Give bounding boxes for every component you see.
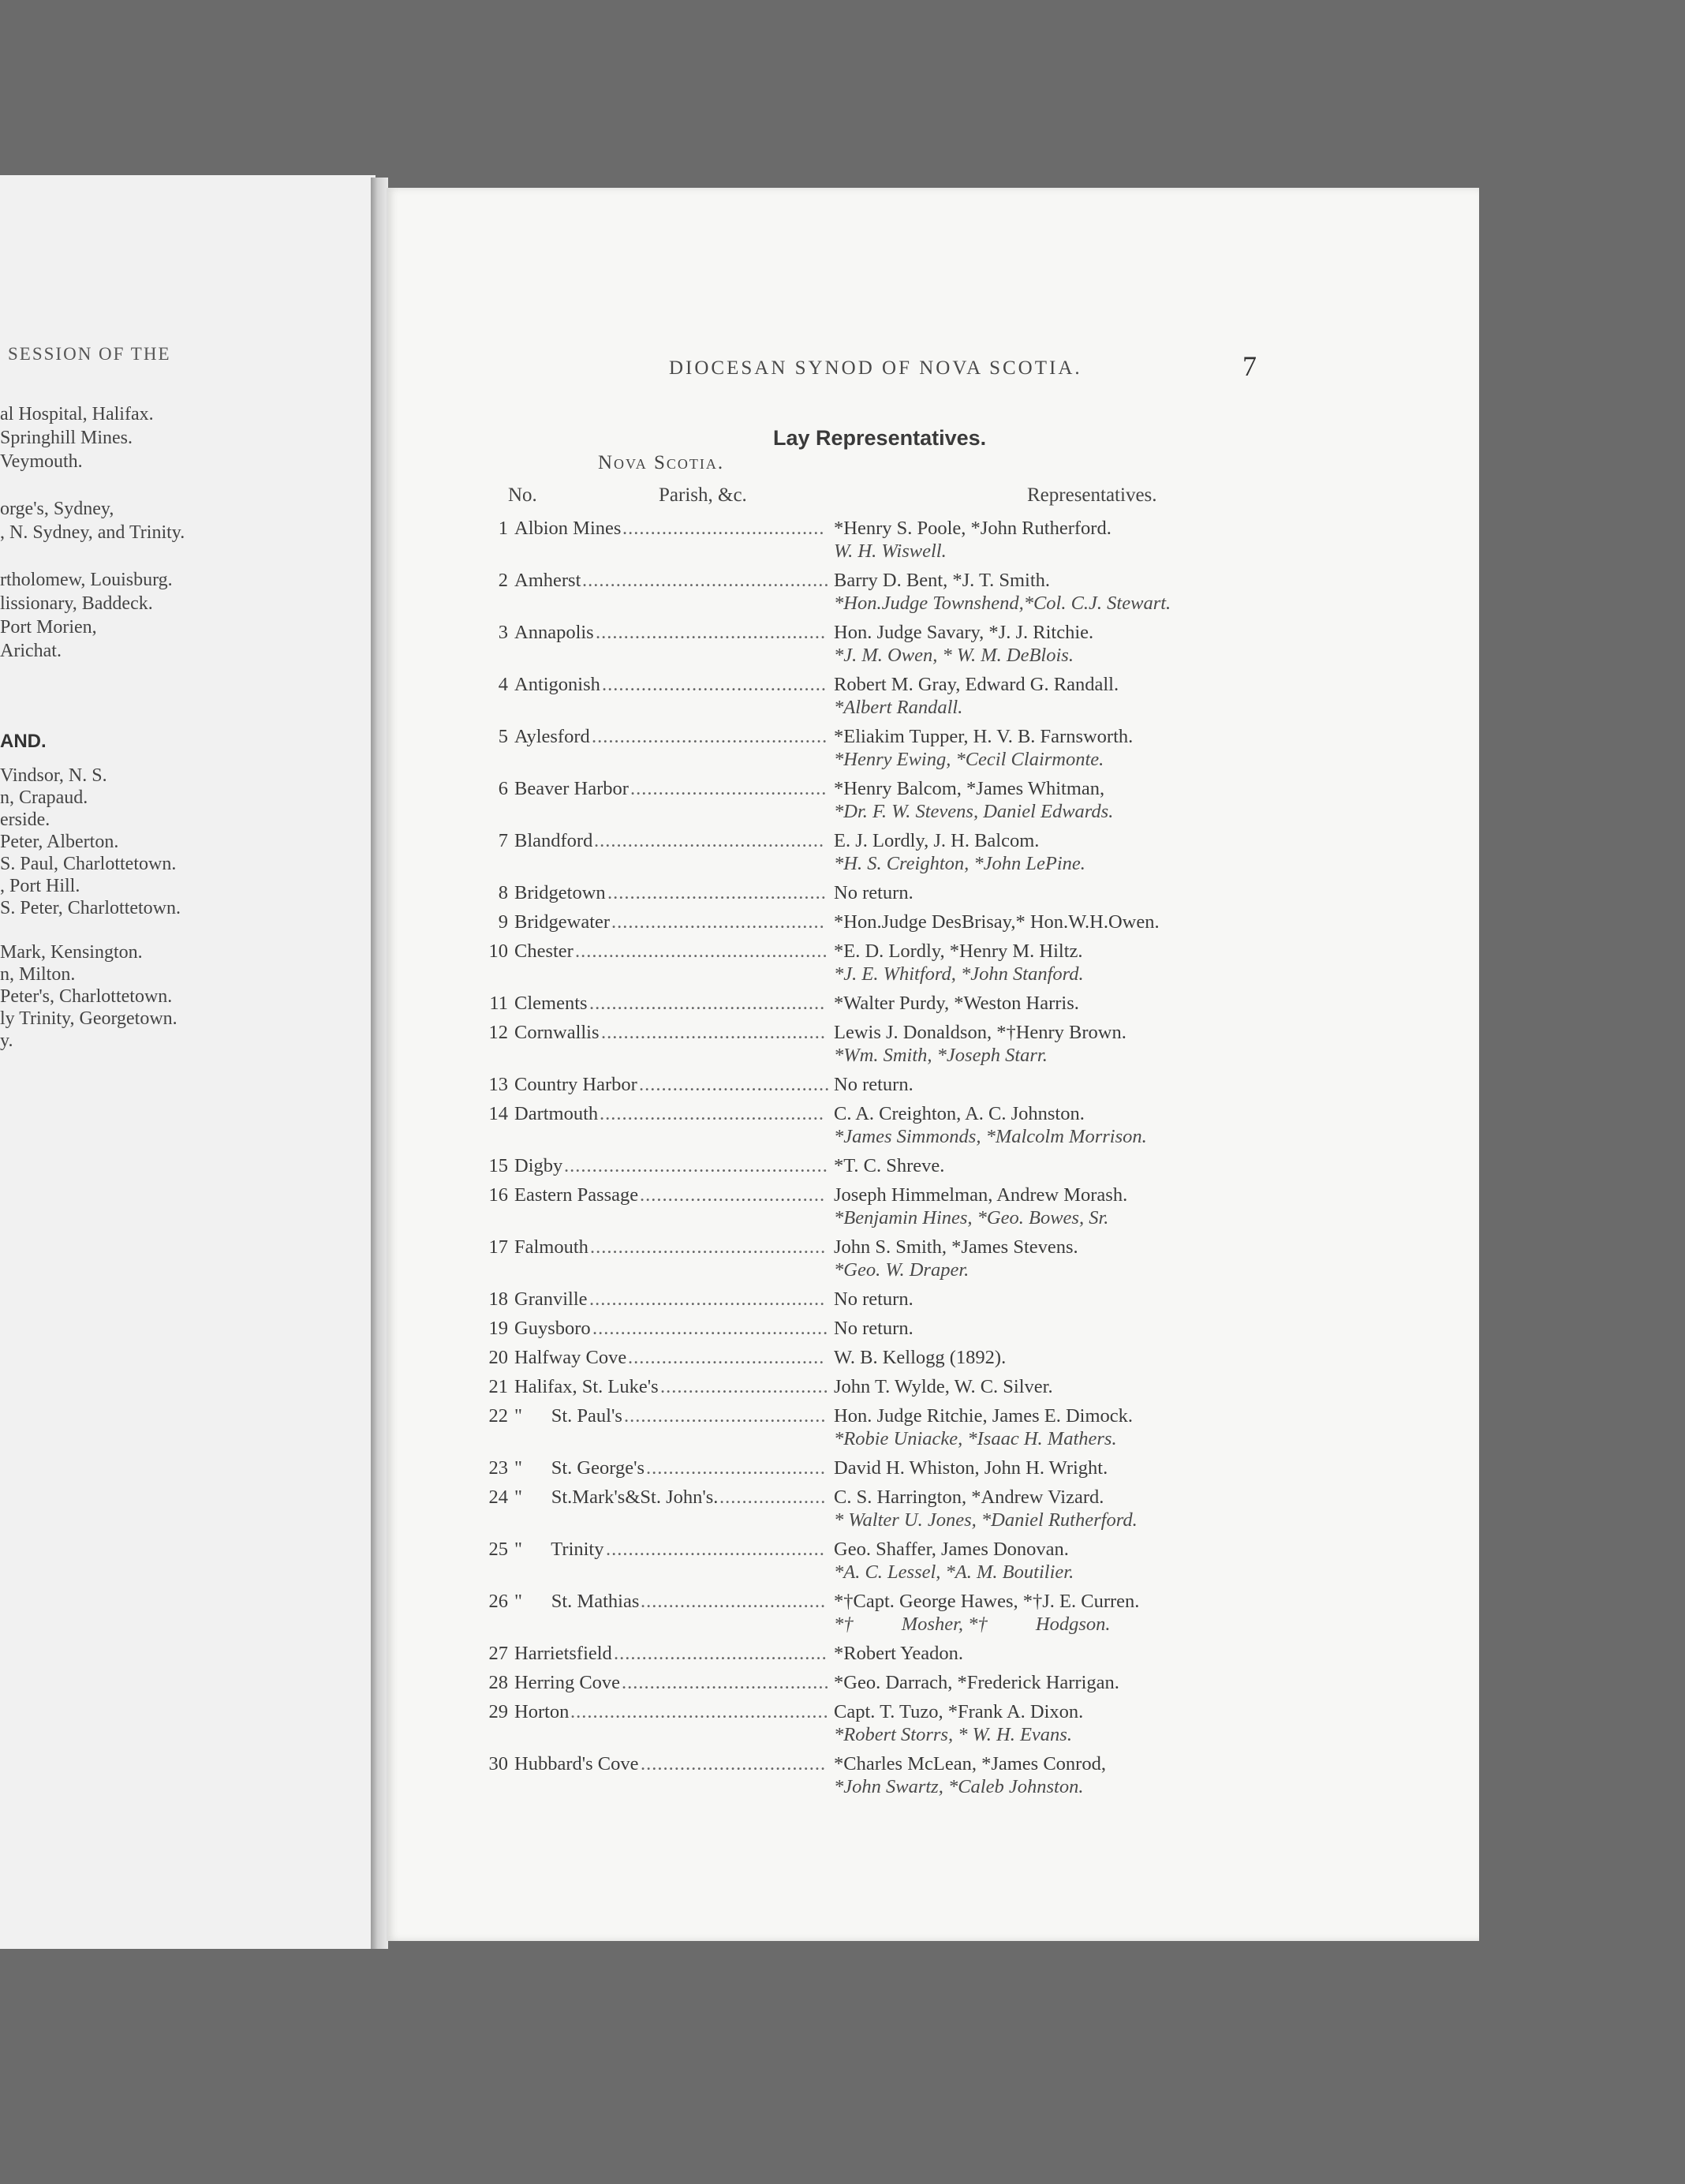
leader-dots: ........................................ [602,674,827,695]
entry-number: 15 [488,1155,508,1176]
entry-representatives: Joseph Himmelman, Andrew Morash. [834,1184,1128,1206]
entry-representatives: John T. Wylde, W. C. Silver. [834,1376,1053,1397]
left-page-line: Port Morien, [0,617,97,638]
leader-dots: ............................................... [564,1155,828,1176]
section-title: Lay Representatives. [773,426,987,450]
entry-number: 9 [498,911,508,933]
entry-number: 11 [489,993,508,1014]
leader-dots: .............................................. [570,1701,829,1722]
entry-parish: Albion Mines [514,518,622,539]
entry-number: 20 [488,1347,508,1368]
entry-parish: Guysboro [514,1318,591,1339]
left-page-line: Arichat. [0,641,62,661]
entry-representatives: No return. [834,882,913,903]
left-page-line: Peter, Alberton. [0,832,119,852]
left-page-line: n, Crapaud. [0,787,88,808]
leader-dots: .......................................... [590,1236,827,1258]
entry-number: 3 [498,622,508,643]
entry-number: 5 [498,726,508,747]
entry-substitutes: *Dr. F. W. Stevens, Daniel Edwards. [834,801,1114,822]
left-page-line: n, Milton. [0,964,76,985]
leader-dots: ................................... [628,1347,825,1368]
entry-substitutes: *Hon.Judge Townshend,*Col. C.J. Stewart. [834,593,1171,614]
entry-number: 19 [488,1318,508,1339]
leader-dots: ............................................. [575,941,828,962]
left-page-line: ly Trinity, Georgetown. [0,1008,177,1029]
entry-parish: Cornwallis [514,1022,600,1043]
entry-substitutes: *J. E. Whitford, *John Stanford. [834,963,1084,985]
entry-representatives: Robert M. Gray, Edward G. Randall. [834,674,1119,695]
leader-dots: .......................................... [589,1288,826,1310]
leader-dots: .............................. [660,1376,829,1397]
leader-dots: ........................................ [600,1103,824,1124]
entry-parish: Blandford [514,830,593,851]
entry-representatives: *Eliakim Tupper, H. V. B. Farnsworth. [834,726,1134,747]
leader-dots: ...................................... [611,911,825,933]
entry-substitutes: *Albert Randall. [834,697,963,718]
left-page-line: , N. Sydney, and Trinity. [0,522,185,543]
entry-parish: Digby [514,1155,563,1176]
previous-page [0,175,375,1949]
entry-substitutes: *Henry Ewing, *Cecil Clairmonte. [834,749,1104,770]
entry-substitutes: *Geo. W. Draper. [834,1259,970,1281]
entry-representatives: W. B. Kellogg (1892). [834,1347,1007,1368]
entry-parish: Horton [514,1701,570,1722]
entry-number: 26 [488,1591,508,1612]
entry-parish: Hubbard's Cove [514,1753,639,1774]
left-page-line: Springhill Mines. [0,428,133,448]
entry-parish: Halifax, St. Luke's [514,1376,659,1397]
entry-parish: " St.Mark's&St. John's. [514,1487,719,1508]
left-page-line: Vindsor, N. S. [0,765,107,786]
entry-number: 21 [488,1376,508,1397]
entry-representatives: Lewis J. Donaldson, *†Henry Brown. [834,1022,1126,1043]
leader-dots: ................................. [641,1591,827,1612]
leader-dots: ................................... [630,778,828,799]
leader-dots: ..................................... [622,1672,830,1693]
entry-parish: Harrietsfield [514,1643,612,1664]
entry-parish: Eastern Passage [514,1184,639,1206]
entry-parish: Bridgewater [514,911,611,933]
page-number: 7 [1242,350,1257,382]
left-page-line: rtholomew, Louisburg. [0,570,173,590]
entry-representatives: *Robert Yeadon. [834,1643,964,1664]
entry-parish: " St. Paul's [514,1405,622,1427]
leader-dots: .......................................... [589,993,826,1014]
leader-dots: ....................................... [606,1539,825,1560]
leader-dots: ................................. [641,1753,827,1774]
entry-representatives: No return. [834,1288,913,1310]
entry-substitutes: *H. S. Creighton, *John LePine. [834,853,1085,874]
entry-parish: Falmouth [514,1236,588,1258]
entry-substitutes: *† Mosher, *† Hodgson. [834,1614,1111,1635]
entry-parish: Bridgetown [514,882,606,903]
entry-representatives: *Geo. Darrach, *Frederick Harrigan. [834,1672,1119,1693]
leader-dots: .................................... [622,518,825,539]
entry-number: 23 [488,1457,508,1479]
column-header-parish: Parish, &c. [659,484,747,506]
leader-dots: ......................................... [596,622,827,643]
leader-dots: ................................. [640,1184,826,1206]
page-gutter [371,178,388,1949]
entry-substitutes: *John Swartz, *Caleb Johnston. [834,1776,1084,1797]
entry-number: 29 [488,1701,508,1722]
entry-representatives: *E. D. Lordly, *Henry M. Hiltz. [834,941,1083,962]
leader-dots: ...................................... [614,1643,828,1664]
entry-number: 22 [488,1405,508,1427]
left-page-line: y. [0,1030,13,1051]
entry-representatives: No return. [834,1074,913,1095]
entry-representatives: *†Capt. George Hawes, *†J. E. Curren. [834,1591,1140,1612]
column-header-representatives: Representatives. [1027,484,1157,506]
entry-parish: Country Harbor [514,1074,637,1095]
entry-number: 17 [488,1236,508,1258]
entry-number: 28 [488,1672,508,1693]
entry-number: 12 [488,1022,508,1043]
entry-parish: Herring Cove [514,1672,621,1693]
left-page-line: S. Paul, Charlottetown. [0,854,177,874]
entry-number: 16 [488,1184,508,1206]
entry-number: 1 [498,518,508,539]
left-page-line: Veymouth. [0,451,83,472]
entry-representatives: Barry D. Bent, *J. T. Smith. [834,570,1051,591]
leader-dots: ................................ [646,1457,826,1479]
entry-representatives: C. S. Harrington, *Andrew Vizard. [834,1487,1104,1508]
entry-parish: Chester [514,941,573,962]
entry-representatives: Capt. T. Tuzo, *Frank A. Dixon. [834,1701,1084,1722]
leader-dots: ......................................... [594,830,825,851]
entry-parish: " Trinity [514,1539,604,1560]
column-header-no: No. [508,484,537,506]
left-subheading: AND. [0,731,47,752]
entry-number: 27 [488,1643,508,1664]
leader-dots: .......................................... [592,726,828,747]
left-page-line: lissionary, Baddeck. [0,593,153,614]
entry-representatives: No return. [834,1318,913,1339]
entry-number: 13 [488,1074,508,1095]
entry-substitutes: *Wm. Smith, *Joseph Starr. [834,1045,1048,1066]
entry-number: 7 [498,830,508,851]
current-page [387,188,1479,1941]
entry-number: 10 [488,941,508,962]
left-page-line: Peter's, Charlottetown. [0,986,173,1007]
running-head: DIOCESAN SYNOD OF NOVA SCOTIA. [669,357,1082,379]
left-page-line: S. Peter, Charlottetown. [0,898,181,918]
entry-substitutes: W. H. Wiswell. [834,540,947,562]
entry-number: 25 [488,1539,508,1560]
entry-parish: Antigonish [514,674,600,695]
leader-dots: ....................................... [607,882,827,903]
entry-representatives: *Walter Purdy, *Weston Harris. [834,993,1079,1014]
entry-substitutes: *James Simmonds, *Malcolm Morrison. [834,1126,1147,1147]
left-page-line: , Port Hill. [0,876,80,896]
entry-number: 24 [488,1487,508,1508]
entry-representatives: Hon. Judge Savary, *J. J. Ritchie. [834,622,1094,643]
entry-substitutes: *Robert Storrs, * W. H. Evans. [834,1724,1072,1745]
entry-number: 2 [498,570,508,591]
leader-dots: ........................................ [601,1022,826,1043]
entry-parish: Dartmouth [514,1103,599,1124]
entry-representatives: David H. Whiston, John H. Wright. [834,1457,1108,1479]
entry-substitutes: * Walter U. Jones, *Daniel Rutherford. [834,1509,1138,1531]
entry-parish: Halfway Cove [514,1347,627,1368]
entry-number: 4 [498,674,508,695]
entry-number: 6 [498,778,508,799]
left-page-line: al Hospital, Halifax. [0,404,154,424]
entry-representatives: John S. Smith, *James Stevens. [834,1236,1078,1258]
entry-parish: Aylesford [514,726,590,747]
entry-representatives: C. A. Creighton, A. C. Johnston. [834,1103,1085,1124]
entry-substitutes: *Robie Uniacke, *Isaac H. Mathers. [834,1428,1117,1449]
leader-dots: .................................. [639,1074,831,1095]
entry-representatives: *Charles McLean, *James Conrod, [834,1753,1106,1774]
entry-substitutes: *A. C. Lessel, *A. M. Boutilier. [834,1561,1074,1583]
entry-parish: Amherst [514,570,581,591]
leader-dots: ................... [719,1487,827,1508]
entry-parish: " St. George's [514,1457,645,1479]
left-page-line: orge's, Sydney, [0,499,114,519]
entry-representatives: Geo. Shaffer, James Donovan. [834,1539,1069,1560]
leader-dots: ............................................ [582,570,830,591]
entry-substitutes: *J. M. Owen, * W. M. DeBlois. [834,645,1074,666]
entry-number: 18 [488,1288,508,1310]
entry-parish: Clements [514,993,588,1014]
entry-number: 14 [488,1103,508,1124]
entry-representatives: *T. C. Shreve. [834,1155,945,1176]
entry-representatives: *Henry S. Poole, *John Rutherford. [834,518,1112,539]
province-label: Nova Scotia. [598,452,725,473]
entry-parish: " St. Mathias [514,1591,640,1612]
left-page-line: Mark, Kensington. [0,942,143,963]
entry-representatives: *Henry Balcom, *James Whitman, [834,778,1105,799]
entry-representatives: Hon. Judge Ritchie, James E. Dimock. [834,1405,1134,1427]
entry-parish: Beaver Harbor [514,778,629,799]
entry-representatives: E. J. Lordly, J. H. Balcom. [834,830,1040,851]
left-running-head: SESSION OF THE [8,344,171,364]
leader-dots: .................................... [624,1405,827,1427]
leader-dots: .......................................... [592,1318,829,1339]
entry-representatives: *Hon.Judge DesBrisay,* Hon.W.H.Owen. [834,911,1160,933]
entry-parish: Granville [514,1288,588,1310]
entry-number: 30 [488,1753,508,1774]
entry-substitutes: *Benjamin Hines, *Geo. Bowes, Sr. [834,1207,1109,1228]
left-page-line: erside. [0,810,50,830]
entry-parish: Annapolis [514,622,594,643]
entry-number: 8 [498,882,508,903]
